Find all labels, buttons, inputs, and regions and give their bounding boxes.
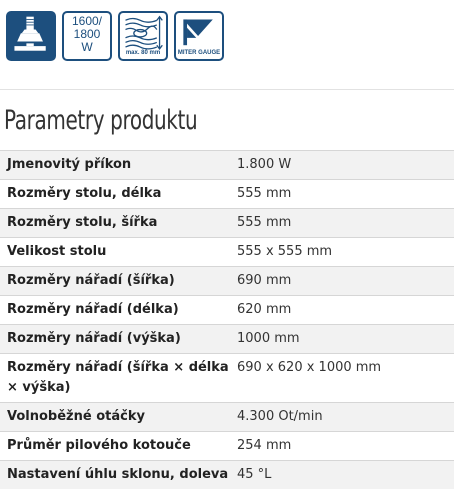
table-row [0,238,454,267]
table-row [0,325,454,354]
param-value: 555 x 555 mm [237,244,333,259]
power-line-1: 1600/ [71,14,103,28]
power-unit: W [81,40,93,54]
table-row [0,209,454,238]
param-value: 555 mm [237,215,292,230]
param-value: 690 mm [237,273,292,288]
param-label: Rozměry stolu, délka [7,186,162,201]
param-value: 690 x 620 x 1000 mm [237,360,382,375]
parameters-table [0,150,454,489]
param-value: 1.800 W [237,157,292,172]
param-value: 4.300 Ot/min [237,409,323,424]
table-row [0,461,454,490]
table-row [0,180,454,209]
cutting-depth-icon [118,11,168,61]
section-divider [0,89,454,90]
param-value: 620 mm [237,302,292,317]
param-label: Nastavení úhlu sklonu, doleva [7,467,229,482]
table-row [0,267,454,296]
table-row [0,296,454,325]
param-label: Rozměry stolu, šířka [7,215,158,230]
feature-icons [6,11,224,63]
table-row [0,432,454,461]
table-row [0,403,454,432]
param-label: Rozměry nářadí (délka) [7,302,179,317]
dust-extraction-icon [6,11,56,61]
param-value: 254 mm [237,438,292,453]
param-label: Rozměry nářadí (šířka × délka × výška) [7,360,229,395]
param-label: Rozměry nářadí (výška) [7,331,181,346]
cut-depth-caption: max. 80 mm [125,50,161,56]
param-value: 45 °L [237,467,272,482]
param-label: Velikost stolu [7,244,107,259]
param-value: 555 mm [237,186,292,201]
param-value: 1000 mm [237,331,300,346]
section-title: Parametry produktu [4,105,198,136]
power-rating-icon [62,11,112,61]
miter-gauge-caption: MITER GAUGE [177,50,221,56]
power-line-2: 1800 [73,27,101,41]
table-row [0,354,454,403]
param-label: Průměr pilového kotouče [7,438,191,453]
miter-gauge-icon [174,11,224,61]
param-label: Jmenovitý příkon [7,157,132,172]
param-label: Volnoběžné otáčky [7,409,145,424]
table-row [0,151,454,180]
param-label: Rozměry nářadí (šířka) [7,273,175,288]
